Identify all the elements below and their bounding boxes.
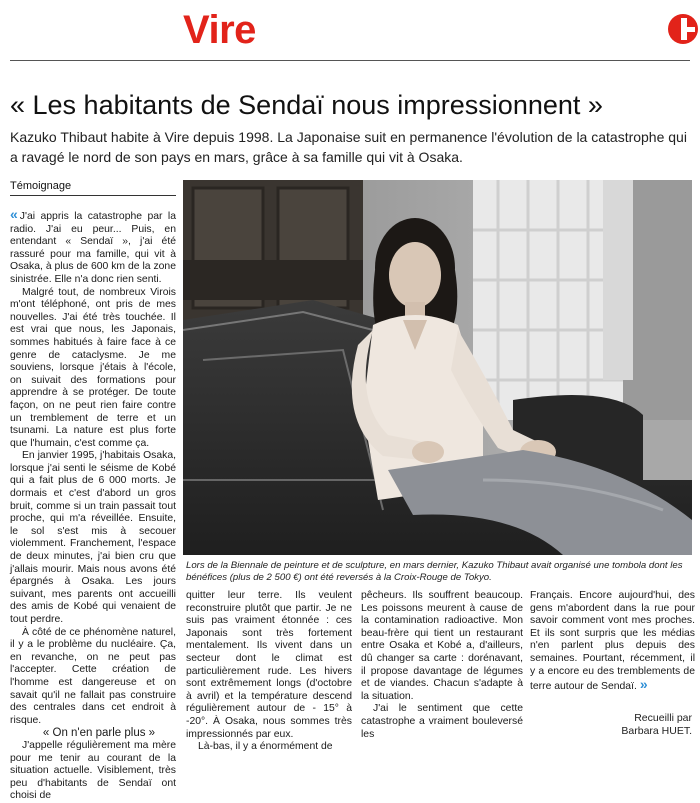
open-quote-icon: «: [10, 206, 18, 222]
paragraph: J'appelle régulièrement ma mère pour me tenir au courant de la situation actuelle. Visiblement, très peu d'habitants de Sendaï ont choisi de: [10, 739, 176, 802]
paragraph: J'ai le sentiment que cette catastrophe a vraiment bouleversé les: [361, 703, 523, 740]
paragraph: Là-bas, il y a énormément de: [198, 741, 333, 753]
headline: « Les habitants de Sendaï nous impressionnent »: [10, 90, 603, 120]
paragraph: En janvier 1995, j'habitais Osaka, lorsque j'ai senti le séisme de Kobé qui a fait plus de 6 000 morts. Je dormais et c'est d'abord un gros bruit, comme si un train passait tout proche, qui m'a réveillée. Ensuite, le sol s'est mis à secouer violemment. Franchement, l'espace de deux minutes, j'ai bien cru que j'allais mourir. Mais nous avons été épargnés à Osaka. Les jours suivant, mes parents ont accueilli des amis de Kobé qui venaient de tout perdre.: [10, 450, 176, 625]
article-lead: Kazuko Thibaut habite à Vire depuis 1998. La Japonaise suit en permanence l'évolution de la catastrophe qui a ravagé le nord de son pays en mars, grâce à sa famille qui vit à Osaka.: [10, 129, 687, 165]
paragraph: Français. Encore aujourd'hui, des gens m'abordent dans la rue pour savoir comment vont mes proches. Et ils sont surpris que les médias n'en parlent plus depuis des semaines. Pourtant, récemment, il y a encore eu des tremblements de terre autour de Sendaï. »: [530, 590, 695, 693]
paragraph: « J'ai appris la catastrophe par la radio. J'ai eu peur... Puis, en entendant « Sendaï », j'ai été rassuré pour ma famille, qui vit à Osaka, à plus de 600 km de la zone sinistrée. Elle n'a donc rien senti.: [10, 206, 176, 285]
subheading: « On n'en parle plus »: [42, 727, 156, 740]
header-divider: [10, 60, 690, 61]
article-photo: [183, 180, 692, 555]
portrait-photo-illustration: [183, 180, 692, 555]
photo-caption: Lors de la Biennale de peinture et de sculpture, en mars dernier, Kazuko Thibaut avait organisé une tombola dont les bénéfices (plus de 2 500 €) ont été reversés à la Croix-Rouge de Tokyo.: [186, 560, 683, 583]
article-column-1: [10, 208, 176, 803]
newspaper-logo-icon: [668, 14, 698, 44]
paragraph: quitter leur terre. Ils veulent reconstruire plutôt que partir. Je ne suis pas vraiment étonnée : ces Japonais sont très fortement mentalement. Ils vivent dans un secteur dont le climat est particulièrement rude. Les hivers sont extrêmement longs (d'octobre à avril) et la température descend régulièrement autour de - 15° à -20°. À Osaka, nous sommes très impressionnés par eux.: [186, 590, 352, 740]
paragraph: À côté de ce phénomène naturel, il y a le problème du nucléaire. Ça, en revanche, on ne peut pas l'accepter. Cette création de l'homme est dangereuse et on savait qu'il ne fallait pas construire des centrales dans cet endroit à risque.: [10, 626, 176, 726]
paragraph: pêcheurs. Ils souffrent beaucoup. Les poissons meurent à cause de la contamination radioactive. Mon beau-frère qui tient un restaurant entre Osaka et Kobé a, d'ailleurs, dû changer sa carte : dorénavant, il propose davantage de légumes et de viandes. Chacun s'adapte à la situation.: [361, 590, 523, 702]
article-column-2: [186, 590, 352, 754]
signature-author: Barbara HUET.: [621, 725, 692, 737]
signature-line-1: Recueilli par: [634, 712, 692, 724]
paragraph: Malgré tout, de nombreux Virois m'ont téléphoné, ont pris de mes nouvelles. J'ai été très touchée. Il est vrai que nous, les Japonais, sommes habitués à faire face à ce genre de cataclysme. Je me souviens, lorsque j'étais à l'école, on suivait des formations pour apprendre à se protéger. De toute façon, on ne peut rien faire contre un tremblement de terre et un tsunami. La nature est plus forte que l'humain, c'est comme ça.: [10, 286, 176, 449]
close-quote-icon: »: [639, 676, 648, 693]
kicker-label: Témoignage: [10, 179, 176, 196]
author-signature: [600, 712, 692, 738]
article-column-3: [361, 590, 523, 741]
article-column-4: [530, 590, 695, 694]
section-title: Vire: [183, 8, 256, 52]
